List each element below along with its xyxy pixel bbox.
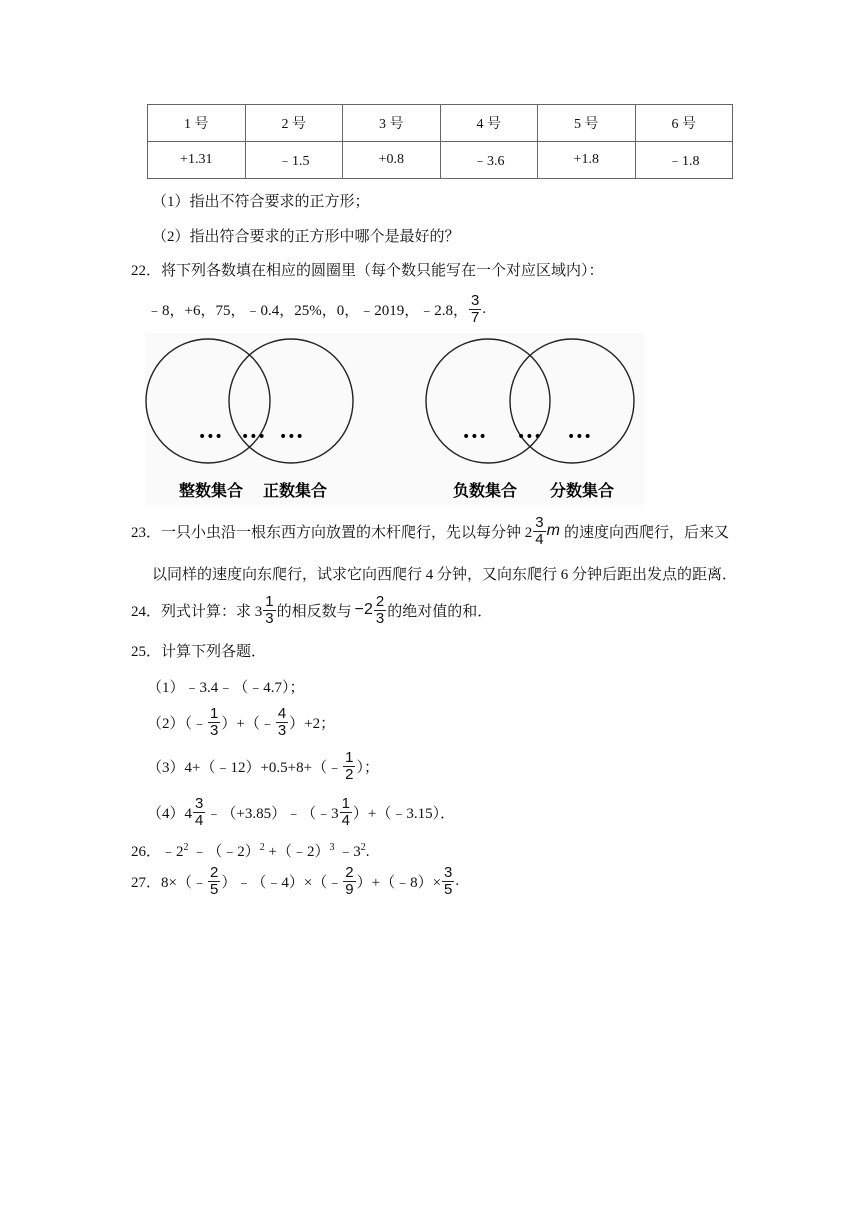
q23-text-b: 的速度向西爬行，后来又	[563, 524, 729, 541]
denominator: 9	[345, 880, 354, 898]
denominator: 2	[345, 765, 354, 783]
exponent: 2	[183, 842, 189, 853]
q25-stem: 25．计算下列各题．	[131, 644, 267, 660]
numerator: 3	[535, 513, 544, 531]
q21-part1: （1）指出不符合要求的正方形；	[152, 194, 370, 210]
fraction	[442, 865, 454, 898]
denominator: 5	[444, 880, 453, 898]
ellipsis-dots: •••	[567, 429, 592, 445]
numerator: 1	[345, 748, 354, 766]
fraction-set-label: 分数集合	[550, 483, 615, 500]
period: .	[455, 872, 460, 889]
text: ）+2；	[289, 715, 336, 732]
negative-set-label: 负数集合	[453, 483, 518, 500]
table-row	[148, 142, 733, 179]
text: （3）4+（﹣12）+0.5+8+（﹣	[147, 759, 343, 776]
q23-line2: 以同样的速度向东爬行，试求它向西爬行 4 分钟，又向东爬行 6 分钟后距出发点的距离．	[152, 567, 738, 583]
q22-number-list: ﹣8，+6，75，﹣0.4，25%，0，﹣2019，﹣2.8，	[147, 302, 468, 319]
exponent: 3	[329, 842, 335, 853]
q24-mixed-whole: −2	[354, 601, 373, 618]
table-cell: 4 号	[440, 105, 538, 142]
numerator: 3	[470, 291, 480, 309]
numerator: 2	[345, 863, 354, 881]
denominator: 3	[265, 609, 274, 627]
q24-text-a: 24．列式计算：求 3	[131, 603, 263, 620]
venn-diagrams	[145, 333, 645, 505]
table-cell: 5 号	[538, 105, 636, 142]
text: （4）4	[147, 805, 193, 822]
ellipsis-dots: •••	[279, 429, 304, 445]
q24	[131, 590, 492, 630]
numerator: 3	[195, 794, 204, 812]
table-header-row	[148, 105, 733, 142]
q22-stem: 22．将下列各数填在相应的圆圈里（每个数只能写在一个对应区域内）：	[131, 263, 604, 279]
text: 27．8×（﹣	[131, 874, 207, 891]
fraction	[374, 594, 386, 627]
text: ）﹣（﹣4）×（﹣	[221, 874, 343, 891]
table-cell: ﹣1.8	[635, 142, 733, 179]
text: ﹣（+3.85）﹣（﹣3	[206, 805, 339, 822]
q24-text-b: 的相反数与	[276, 603, 352, 620]
q26	[131, 840, 370, 861]
table-cell: 2 号	[245, 105, 343, 142]
denominator: 3	[210, 721, 219, 739]
text: ﹣（﹣2）	[192, 844, 260, 860]
q22-numbers	[147, 289, 486, 329]
unit-m: m	[546, 522, 560, 539]
fraction	[343, 750, 355, 783]
ellipsis-dots: •••	[462, 429, 487, 445]
fraction	[343, 865, 355, 898]
denominator: 3	[375, 609, 385, 627]
period: .	[365, 844, 370, 860]
integer-set-label: 整数集合	[179, 483, 244, 500]
table-cell: ﹣1.5	[245, 142, 343, 179]
table-cell: +1.8	[538, 142, 636, 179]
numerator: 3	[444, 863, 453, 881]
measurement-table	[147, 104, 733, 179]
q25-part1: （1）﹣3.4﹣（﹣4.7）；	[147, 680, 305, 696]
text: ）+（﹣	[221, 715, 275, 732]
numerator: 1	[210, 704, 219, 722]
fraction	[469, 293, 481, 326]
table-cell: 1 号	[148, 105, 246, 142]
fraction	[276, 706, 288, 739]
q25-part2	[147, 701, 335, 743]
table-cell: 6 号	[635, 105, 733, 142]
text: ）；	[356, 759, 379, 776]
numerator: 1	[265, 592, 274, 610]
denominator: 4	[535, 530, 544, 548]
ellipsis-dots: •••	[517, 429, 542, 445]
text: ﹣3	[338, 844, 361, 860]
q24-text-d: 的绝对值的和．	[387, 603, 493, 620]
text: 26．﹣2	[131, 844, 184, 860]
ellipsis-dots: •••	[198, 429, 223, 445]
text: ）+（﹣3.15）．	[352, 805, 456, 822]
numerator: 1	[341, 794, 350, 812]
table-cell: 3 号	[343, 105, 441, 142]
denominator: 5	[209, 880, 219, 898]
text: （2）（﹣	[147, 715, 208, 732]
fraction	[340, 796, 352, 829]
numerator: 4	[277, 704, 287, 722]
q27	[131, 860, 459, 902]
fraction	[263, 594, 275, 627]
denominator: 4	[341, 811, 350, 829]
fraction	[208, 706, 220, 739]
text: ）+（﹣8）×	[356, 874, 442, 891]
denominator: 7	[470, 308, 480, 326]
fraction	[533, 515, 545, 548]
ellipsis-dots: •••	[241, 429, 266, 445]
q23-line1	[131, 511, 729, 551]
q21-part2: （2）指出符合要求的正方形中哪个是最好的？	[152, 229, 460, 245]
exponent: 2	[259, 842, 265, 853]
table-cell: ﹣3.6	[440, 142, 538, 179]
numerator: 2	[209, 863, 219, 881]
exponent: 2	[360, 842, 366, 853]
positive-set-label: 正数集合	[263, 483, 328, 500]
text: +（﹣2）	[268, 844, 330, 860]
numerator: 2	[375, 592, 385, 610]
denominator: 4	[195, 811, 204, 829]
q25-part4	[147, 791, 455, 833]
venn-background	[145, 333, 645, 505]
q25-part3	[147, 745, 379, 787]
table-cell: +1.31	[148, 142, 246, 179]
denominator: 3	[277, 721, 287, 739]
fraction	[193, 796, 205, 829]
q23-text-a: 23．一只小虫沿一根东西方向放置的木杆爬行，先以每分钟 2	[131, 524, 533, 541]
table-cell: +0.8	[343, 142, 441, 179]
fraction	[208, 865, 220, 898]
period: .	[482, 300, 487, 317]
